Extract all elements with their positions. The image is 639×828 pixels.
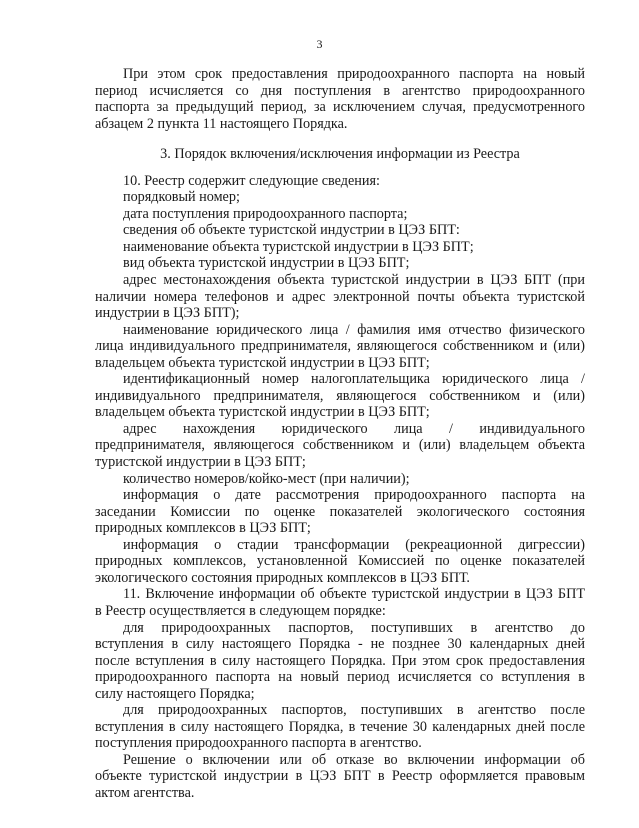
text-line: актом агентства. [95, 784, 195, 801]
paragraph [95, 471, 585, 488]
text-line: 11. Включение информации об объекте туристской индустрии в ЦЭЗ БПТ [123, 586, 585, 603]
text-line: При этом срок предоставления природоохранного паспорта на новый [123, 66, 585, 82]
text-line: вступления в силу настоящего Порядка - не позднее 30 календарных дней [95, 636, 585, 653]
paragraph [95, 537, 585, 587]
text-line: заседании Комиссии по оценке показателей экологического состояния [95, 503, 585, 520]
text-line: экологического состояния природных комплексов в ЦЭЗ БПТ. [95, 569, 470, 586]
paragraph [95, 586, 585, 619]
text-line: для природоохранных паспортов, поступивших в агентство после [123, 702, 585, 719]
spacer [95, 132, 585, 146]
text-line: 10. Реестр содержит следующие сведения: [123, 172, 380, 189]
text-line: индустрии в ЦЭЗ БПТ); [95, 305, 240, 322]
text-line: наименование юридического лица / фамилия имя отчество физического [123, 321, 585, 338]
paragraph [95, 752, 585, 802]
text-line: объекте туристской индустрии в ЦЭЗ БПТ в Реестр оформляется правовым [95, 768, 585, 785]
text-line: информация о стадии трансформации (рекреационной дигрессии) [123, 536, 585, 553]
paragraph [95, 222, 585, 239]
text-line: природных комплексов в ЦЭЗ БПТ; [95, 520, 311, 537]
text-line: вступления в силу настоящего Порядка, в течение 30 календарных дней после [95, 718, 585, 735]
text-line: дата поступления природоохранного паспорта; [123, 205, 408, 222]
paragraph [95, 173, 585, 190]
text-line: наименование объекта туристской индустрии в ЦЭЗ БПТ; [123, 238, 474, 255]
paragraph [95, 487, 585, 537]
paragraph [95, 189, 585, 206]
text-line: количество номеров/койко-мест (при наличии); [123, 470, 410, 487]
document-body [95, 66, 585, 802]
text-line: сведения об объекте туристской индустрии в ЦЭЗ БПТ: [123, 222, 460, 239]
section-heading [95, 146, 585, 163]
paragraph [95, 620, 585, 703]
paragraph [95, 421, 585, 471]
text-line: период исчисляется со дня поступления в агентство природоохранного [95, 82, 585, 99]
text-line: силу настоящего Порядка; [95, 685, 255, 702]
text-line: владельцем объекта туристской индустрии в ЦЭЗ БПТ; [95, 354, 430, 371]
text-line: идентификационный номер налогоплательщика юридического лица / [123, 371, 585, 388]
text-line: владельцем объекта туристской индустрии в ЦЭЗ БПТ; [95, 404, 430, 421]
paragraph [95, 272, 585, 322]
text-line: наличии номера телефонов и адрес электронной почты объекта туристской [95, 288, 585, 305]
paragraph [95, 371, 585, 421]
text-line: туристской индустрии в ЦЭЗ БПТ; [95, 454, 306, 471]
paragraph [95, 702, 585, 752]
text-line: 3. Порядок включения/исключения информации из Реестра [160, 146, 520, 163]
text-line: для природоохранных паспортов, поступивших в агентство до [123, 619, 585, 636]
text-line: индивидуального предпринимателя, являющегося собственником и (или) [95, 387, 585, 404]
text-line: после вступления в силу настоящего Порядка. При этом срок предоставления [95, 652, 585, 669]
paragraph [95, 239, 585, 256]
paragraph [95, 206, 585, 223]
text-line: природных комплексов, установленной Комиссией по оценке показателей [95, 553, 585, 570]
text-line: абзацем 2 пункта 11 настоящего Порядка. [95, 115, 348, 132]
text-line: адрес нахождения юридического лица / индивидуального [123, 420, 585, 437]
text-line: Решение о включении или об отказе во включении информации об [123, 751, 585, 768]
text-line: паспорта за предыдущий период, за исключением случая, предусмотренного [95, 99, 585, 116]
text-line: вид объекта туристской индустрии в ЦЭЗ БПТ; [123, 255, 410, 272]
paragraph [95, 322, 585, 372]
text-line: порядковый номер; [123, 189, 240, 206]
text-line: поступления природоохранного паспорта в агентство. [95, 735, 422, 752]
text-line: предпринимателя, являющегося собственником и (или) владельцем объекта [95, 437, 585, 454]
paragraph [95, 66, 585, 132]
text-line: лица индивидуального предпринимателя, являющегося собственником и (или) [95, 338, 585, 355]
text-line: информация о дате рассмотрения природоохранного паспорта на [123, 487, 585, 504]
spacer [95, 163, 585, 173]
paragraph [95, 255, 585, 272]
page-number: 3 [316, 37, 323, 51]
text-line: в Реестр осуществляется в следующем порядке: [95, 602, 386, 619]
text-line: адрес местонахождения объекта туристской индустрии в ЦЭЗ БПТ (при [123, 272, 585, 289]
text-line: природоохранного паспорта на новый период исчисляется со вступления в [95, 669, 585, 686]
